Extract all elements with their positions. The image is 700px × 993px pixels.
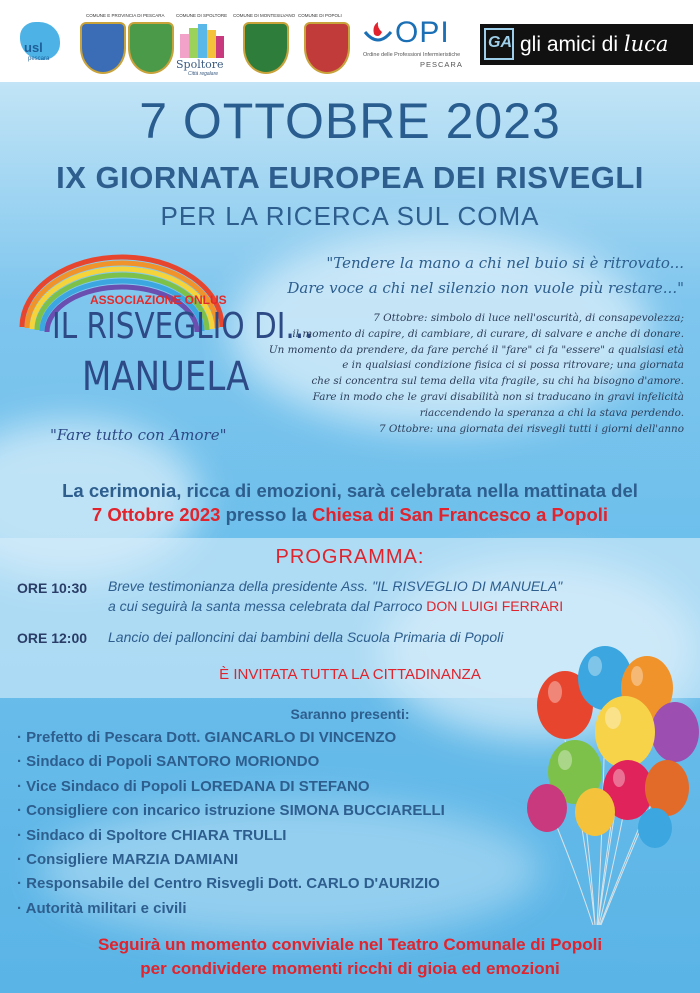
opi-logo-text: OPI — [395, 16, 450, 49]
ceremony-line-2 — [0, 504, 700, 526]
attendees-title: Saranno presenti: — [290, 706, 410, 722]
crest-caption: COMUNE DI POPOLI — [298, 13, 342, 18]
paragraph-line: riaccendendo la speranza a chi la stava perdendo. — [419, 406, 684, 419]
popoli-crest-icon — [304, 22, 350, 74]
attendee-item: · Autorità militari e civili — [17, 900, 445, 924]
closing-line-1: Seguirà un momento conviviale nel Teatro Comunale di Popoli — [97, 935, 603, 954]
programma-title: PROGRAMMA: — [275, 546, 425, 568]
association-onlus-label: ASSOCIAZIONE ONLUS — [90, 293, 227, 307]
attendee-item: · Consigliere con incarico istruzione SIMONA BUCCIARELLI — [17, 802, 445, 826]
schedule-description-2 — [108, 598, 563, 614]
description-paragraph — [254, 311, 684, 437]
schedule-description: Lancio dei palloncini dai bambini della Scuola Primaria di Popoli — [108, 629, 504, 645]
crest-caption: COMUNE DI MONTESILVANO — [233, 13, 296, 18]
crest-caption: COMUNE E PROVINCIA DI PESCARA — [86, 13, 165, 18]
ceremony-presso: presso la — [220, 504, 312, 525]
usl-pescara-logo — [20, 20, 68, 68]
usl-logo-text: usl — [24, 40, 43, 55]
event-subtitle: PER LA RICERCA SUL COMA — [160, 201, 540, 231]
crest-caption: COMUNE DI SPOLTORE — [176, 13, 228, 18]
balloons-illustration — [525, 640, 700, 930]
schedule-time: ORE 10:30 — [17, 580, 88, 596]
paragraph-line: 7 Ottobre: simbolo di luce nell'oscurità, di consapevolezza; — [373, 312, 684, 324]
schedule-text: a cui seguirà la santa messa celebrata dal Parroco — [108, 598, 427, 614]
event-date-title: 7 OTTOBRE 2023 — [139, 93, 561, 149]
spoltore-logo — [176, 10, 230, 80]
gli-amici-label: gli amici di — [520, 33, 619, 56]
gli-amici-name: luca — [623, 32, 669, 56]
attendee-item: · Prefetto di Pescara Dott. GIANCARLO DI VINCENZO — [17, 729, 445, 753]
event-name-title: IX GIORNATA EUROPEA DEI RISVEGLI — [56, 160, 644, 195]
association-motto: "Fare tutto con Amore" — [50, 426, 227, 444]
paragraph-line: Fare in modo che le gravi disabilità non si traducano in gravi infelicità — [312, 390, 684, 403]
attendee-item: · Consigliere MARZIA DAMIANI — [17, 851, 445, 875]
spoltore-name: Spoltore — [176, 58, 224, 71]
closing-line-2: per condividere momenti ricchi di gioia ed emozioni — [140, 959, 560, 978]
association-logo — [10, 250, 314, 450]
ceremony-place: Chiesa di San Francesco a Popoli — [311, 504, 609, 525]
montesilvano-crest-icon — [243, 22, 289, 74]
opi-logo-city: PESCARA — [420, 60, 463, 69]
parish-priest-name: DON LUIGI FERRARI — [426, 598, 564, 614]
association-name-line1: IL RISVEGLIO DI... — [52, 306, 314, 347]
province-crest-icon — [128, 22, 174, 74]
sponsor-logos-header — [0, 0, 700, 82]
paragraph-line: e in qualsiasi condizione fisica ci si possa ritrovare; una giornata — [342, 359, 684, 372]
spoltore-subtext: Città regalare — [188, 71, 219, 77]
paragraph-line: il momento di capire, di cambiare, di curare, di salvare e anche di donare. — [292, 327, 684, 340]
gli-amici-text — [520, 32, 668, 57]
attendees-list — [17, 729, 445, 924]
gli-amici-di-luca-logo — [480, 24, 693, 65]
invitation-line: È INVITATA TUTTA LA CITTADINANZA — [219, 666, 481, 683]
colorful-houses-icon — [180, 24, 224, 58]
opi-flame-icon — [363, 22, 393, 44]
quote-line-1: "Tendere la mano a chi nel buio si è ritrovato... — [326, 254, 684, 272]
ceremony-line-1: La cerimonia, ricca di emozioni, sarà celebrata nella mattinata del — [62, 480, 638, 501]
usl-logo-subtext: pescara — [28, 56, 50, 62]
paragraph-line: 7 Ottobre: una giornata dei risvegli tutti i giorni dell'anno — [378, 422, 684, 435]
association-name-line2: MANUELA — [82, 354, 250, 400]
attendee-item: · Vice Sindaco di Popoli LOREDANA DI STEFANO — [17, 778, 445, 802]
quote-line-2: Dare voce a chi nel silenzio non vuole più restare..." — [287, 279, 684, 297]
schedule-description: Breve testimonianza della presidente Ass. "IL RISVEGLIO DI MANUELA" — [108, 578, 563, 594]
gli-amici-badge: GA — [484, 28, 514, 60]
opi-logo-subtext: Ordine delle Professioni Infermieristiche — [363, 52, 461, 58]
paragraph-line: che si concentra sul tema della vita fragile, su chi ha bisogno d'amore. — [311, 375, 684, 388]
pescara-crest-logo — [80, 10, 170, 80]
schedule-time: ORE 12:00 — [17, 630, 88, 646]
attendee-item: · Responsabile del Centro Risvegli Dott. CARLO D'AURIZIO — [17, 875, 445, 899]
attendee-item: · Sindaco di Spoltore CHIARA TRULLI — [17, 827, 445, 851]
paragraph-line: Un momento da prendere, da fare perché il "fare" ci fa "essere" a qualsiasi età — [268, 343, 684, 356]
ceremony-date: 7 Ottobre 2023 — [91, 504, 221, 525]
pescara-crest-icon — [80, 22, 126, 74]
attendee-item: · Sindaco di Popoli SANTORO MORIONDO — [17, 753, 445, 777]
montesilvano-logo — [233, 10, 296, 80]
popoli-logo — [298, 10, 358, 80]
